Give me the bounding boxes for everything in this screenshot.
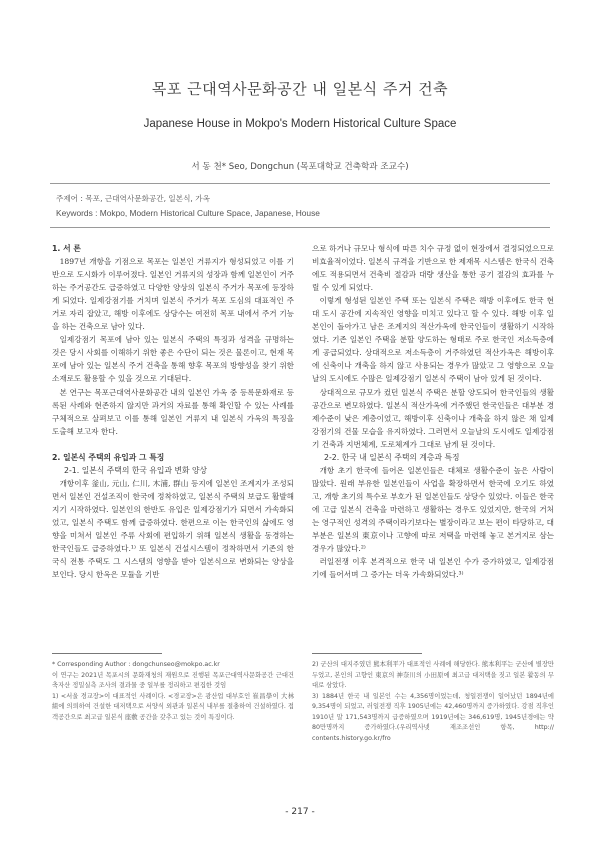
left-column <box>52 242 294 581</box>
right-column <box>312 242 554 581</box>
body-paragraph: 본 연구는 목포근대역사문화공간 내의 일본인 가옥 중 등록문화재로 등록된 사례와 현존하지 않지만 과거의 자료를 통해 확인할 수 있는 사례를 구체적으로 살펴보고 이를 통해 일본인 거류지 내 일본식 가옥의 특징을 도출해 보고자 한다. <box>52 387 294 436</box>
footnote: * Corresponding Author : dongchunseo@mokpo.ac.kr <box>52 661 220 668</box>
subsection-heading: 2-2. 한국 내 일본식 주택의 계층과 특징 <box>324 452 460 462</box>
footnotes-right <box>312 660 554 744</box>
body-paragraph: 개항 초기 한국에 들어온 일본인들은 대체로 생활수준이 높은 사람이 많았다. 원래 부유한 일본인들이 사업을 확장하면서 한국에 오기도 하였고, 개항 초기의 특수로 부호가 된 일본인들도 상당수 있었다. 이들은 한국에 고급 일본식 건축을 마련하고 생활하는 경우도 있었지만, 한국의 거처는 영구적인 성격의 주택이라기보다는 별장이라고 보는 편이 타당하고, 대부분은 일본의 東京이나 고향에 따로 저택을 마련해 놓고 본거지로 삼는 경우가 많았다.²⁾ <box>312 465 554 554</box>
section-heading: 2. 일본식 주택의 유입과 그 특징 <box>52 452 165 462</box>
body-paragraph: 개항이후 釜山, 元山, 仁川, 木浦, 群山 등지에 일본인 조계지가 조성되면서 일본인 건설조직이 한국에 정착하였고, 일본식 주택의 보급도 활발해지기 시작하였다. 일본인의 한반도 유입은 일제강점기가 되면서 가속화되었고, 일본식 주택도 함께 급증하였다. 한편으로 이는 한국인의 삶에도 영향을 미쳐서 일본인 주류 사회에 편입하기 위해 일본식 생활을 동경하는 한국인들도 급증하였다.¹⁾ 또 일본식 건설시스템이 정착하면서 기존의 한국식 전통 주택도 그 시스템의 영향을 받아 일본식으로 변화되는 양상을 보인다. 당시 한옥은 모듈을 기반 <box>52 478 294 580</box>
body-paragraph: 으로 하거나 규모나 형식에 따른 치수 규정 없이 현장에서 결정되었으므로 비효율적이었다. 일본식 규격을 기반으로 한 제재목 시스템은 한국식 건축에도 적용되면서 건축비 절감과 대량 생산을 통한 공기 절감의 효과를 누릴 수 있게 되었다. <box>312 244 554 293</box>
body-paragraph: 일제강점기 목포에 남아 있는 일본식 주택의 특징과 성격을 규명하는 것은 당시 사회를 이해하기 위한 좋은 수단이 되는 것은 물론이고, 현재 목포에 남아 있는 일본식 주거 건축을 통해 향후 목포의 방향성을 찾기 위한 소재로도 활용할 수 있을 것으로 기대된다. <box>52 335 294 384</box>
body-paragraph: 러일전쟁 이후 본격적으로 한국 내 일본인 수가 증가하였고, 일제강점기에 들어서며 그 증가는 더욱 가속화되었다.³⁾ <box>312 557 554 580</box>
section-heading: 1. 서 론 <box>52 244 81 253</box>
keywords-english: Keywords : Mokpo, Modern Historical Culture Space, Japanese, House <box>56 208 320 218</box>
footnote: 2) 군산의 대지주였던 熊本利平가 대표적인 사례에 해당한다. 熊本利平는 군산에 별장만 두었고, 본인의 고향인 東京의 神奈川의 小田原에 최고급 대저택을 짓고 일본 활동의 무대로 삼았다. <box>312 661 554 689</box>
section-gap <box>52 438 294 451</box>
body-paragraph: 이렇게 형성된 일본인 주택 또는 일본식 주택은 해방 이후에도 한국 현대 도시 공간에 지속적인 영향을 미치고 있다고 할 수 있다. 해방 이후 일본인이 돌아가고 남은 조계지의 적산가옥에 한국인들이 생활하기 시작하였다. 기존 일본인 주택을 분할 양도하는 형태로 주로 한국인 저소득층에게 공급되었다. 상대적으로 저소득층이 거주하였던 적산가옥은 해방이후에 신축이나 개축을 하지 않고 사용되는 경우가 많았고 그 영향으로 오늘날의 도시에도 수많은 일제강점기 일본식 주택이 남아 있게 된 것이다. <box>312 296 554 384</box>
body-paragraph: 1897년 개항을 기점으로 목포는 일본인 거류지가 형성되었고 이를 기반으로 도시화가 이루어졌다. 일본인 거류지의 성장과 함께 일본인이 거주하는 주거공간도 급증하였고 다양한 양상의 일본식 주거가 목포에 등장하게 되었다. 일제강점기를 거치며 일본식 주거가 목포 도심의 대표적인 주거로 자리 잡았고, 해방 이후에도 상당수는 여전히 목포 내에서 주거 기능을 하는 건축으로 남아 있다. <box>52 257 294 332</box>
keywords-korean: 주제어 : 목포, 근대역사문화공간, 일본식, 가옥 <box>56 194 210 203</box>
subsection-heading: 2-1. 일본식 주택의 한국 유입과 변화 양상 <box>64 465 208 475</box>
footnote-rule-left <box>52 653 162 654</box>
page-number: - 217 - <box>285 807 315 817</box>
paper-title-korean: 목포 근대역사문화공간 내 일본식 주거 건축 <box>151 80 449 98</box>
keyword-box <box>50 183 550 228</box>
body-paragraph: 상대적으로 규모가 컸던 일본식 주택은 분할 양도되어 한국인들의 생활공간으로 변모하였다. 일본식 적산가옥에 거주했던 한국인들은 대부분 경제수준이 낮은 계층이었고, 해방이후 신축이나 개축을 하지 않은 채 일제강점기의 건물 모습을 유지하였다. 그러면서 오늘날의 도시에도 일제강점기 건축과 지번체계, 도로체계가 그대로 남게 된 것이다. <box>312 387 554 449</box>
author-line: 서 동 천* Seo, Dongchun (목포대학교 건축학과 조교수) <box>191 162 409 172</box>
footnote-rule-right <box>312 653 422 654</box>
footnote: 이 연구는 2021년 목포시의 문화재청의 재원으로 진행된 목포근대역사문화공간 근대건축자산 정밀실측 조사의 결과물 중 일부를 정리하고 편집한 것임 <box>52 671 294 689</box>
footnote: 1) <서울 경교장>이 대표적인 사례이다. <경교장>은 광산업 대부호인 崔昌學이 大林組에 의뢰하여 건설한 대저택으로 서양식 외관과 일본식 내부를 절충하여 건설하였다. 접객공간으로 최고급 일본식 座敷 공간을 갖추고 있는 것이 특징이다. <box>52 692 294 721</box>
footnote: 3) 1884년 한국 내 일본인 수는 4,356명이었는데, 청일전쟁이 일어났던 1894년에 9,354명이 되었고, 러일전쟁 직후 1905년에는 42,460명까지 증가하였다. 강점 직후인 1910년 말 171,543명까지 급증하였으며 1919년에는 346,619명, 1945년경에는 약 80만명까지 증가하였다.(우리역사넷 재조조선인 항목, http:// contents.history.go.kr/fro <box>312 692 554 742</box>
paper-title-english: Japanese House in Mokpo's Modern Historical Culture Space <box>143 118 457 130</box>
footnotes-left <box>52 660 294 723</box>
